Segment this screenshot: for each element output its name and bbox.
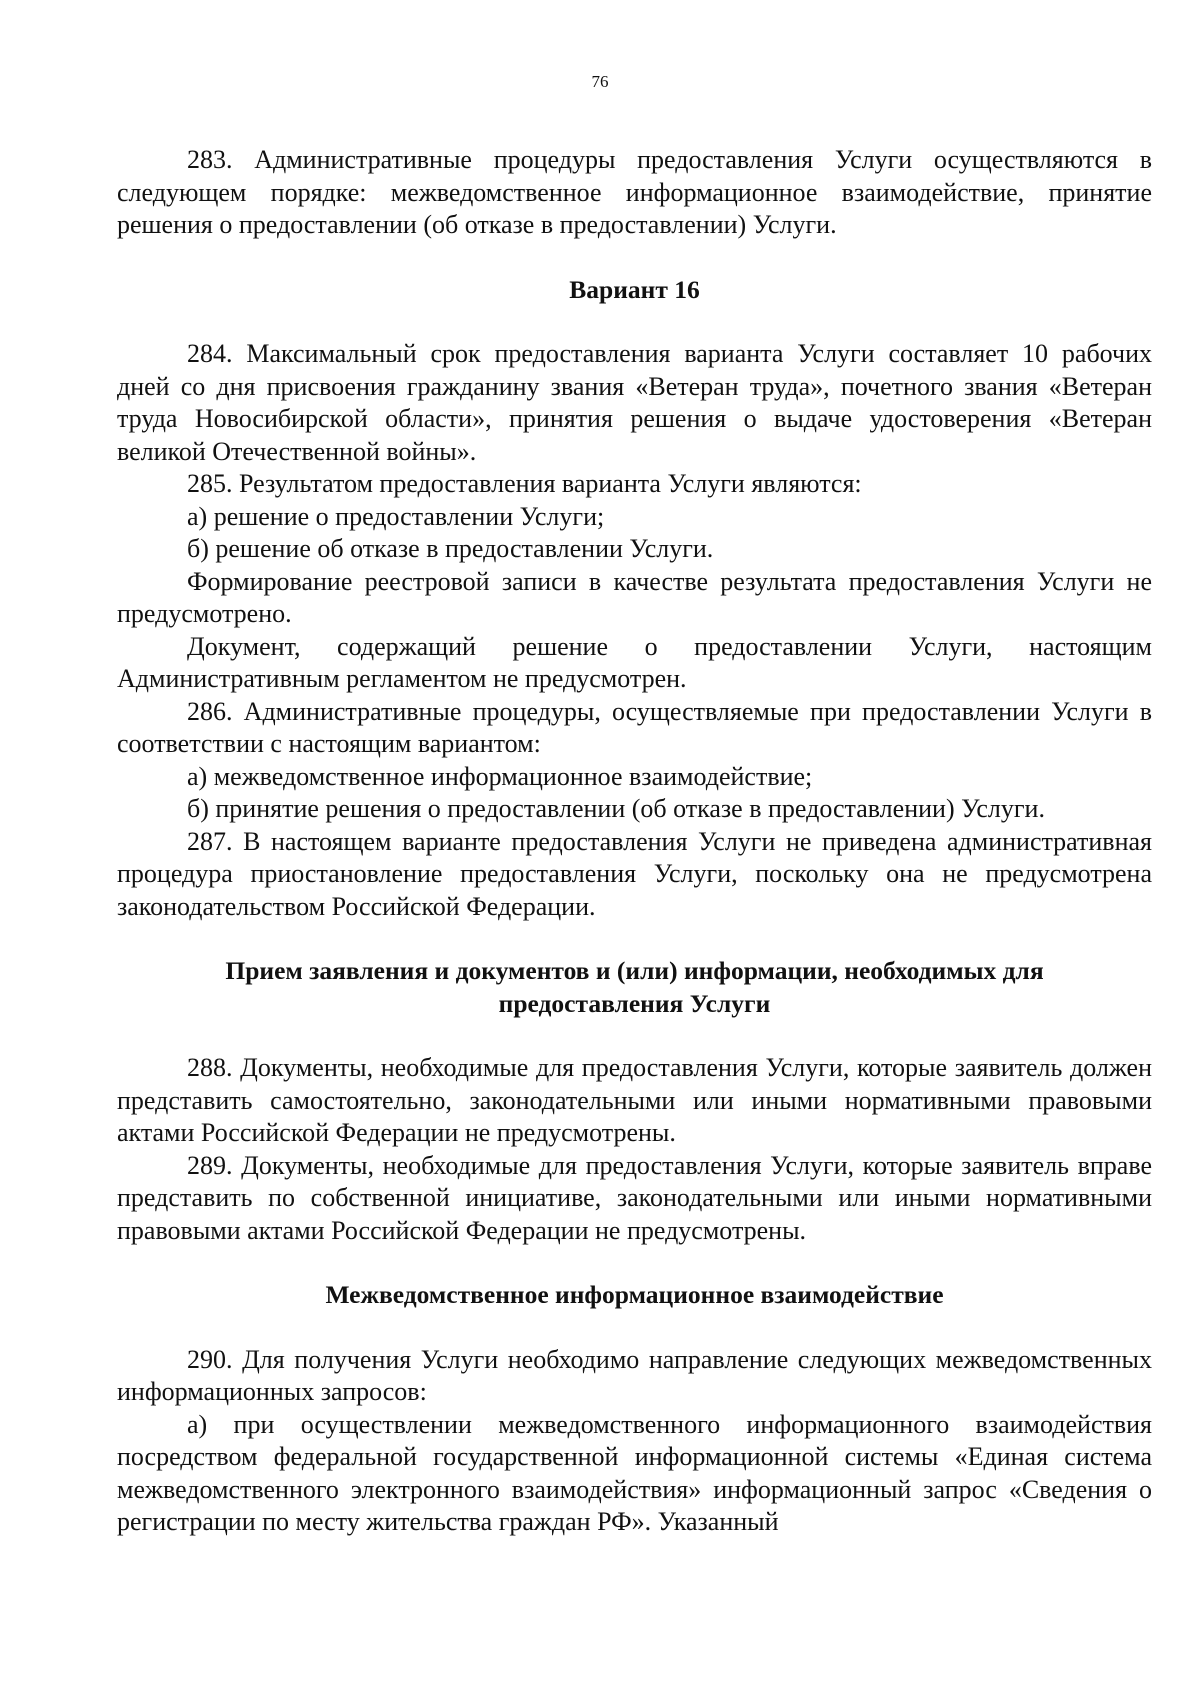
paragraph-284: 284. Максимальный срок предоставления варианта Услуги составляет 10 рабочих дней со дня присвоения гражданину звания «Ветеран труда», почетного звания «Ветеран труда Новосибирской области», принятия решения о выдаче удостоверения «Ветеран великой Отечественной войны».: [117, 339, 1152, 466]
heading-variant-16: Вариант 16: [569, 274, 700, 304]
paragraph-289: 289. Документы, необходимые для предоставления Услуги, которые заявитель вправе представить по собственной инициативе, законодательными или иными нормативными правовыми актами Российской Федерации не предусмотрены.: [117, 1150, 1152, 1245]
heading-priem-line-2: предоставления Услуги: [498, 988, 771, 1018]
paragraph-286: 286. Административные процедуры, осуществляемые при предоставлении Услуги в соответствии с настоящим вариантом:: [117, 696, 1152, 758]
paragraph-285: 285. Результатом предоставления варианта Услуги являются:: [187, 469, 862, 498]
heading-priem: [117, 955, 1152, 1020]
paragraph-290-a: а) при осуществлении межведомственного информационного взаимодействия посредством федеральной государственной информационной системы «Единая система межведомственного электронного взаимодействия» информационный запрос «Сведения о регистрации по месту жительства граждан РФ». Указанный: [117, 1409, 1152, 1536]
page-number: 76: [591, 72, 609, 91]
paragraph-288: 288. Документы, необходимые для предоставления Услуги, которые заявитель должен представить самостоятельно, законодательными или иными нормативными правовыми актами Российской Федерации не предусмотрены.: [117, 1053, 1152, 1147]
document-body: [117, 144, 1152, 1539]
heading-priem-line-1: Прием заявления и документов и (или) информации, необходимых для: [225, 956, 1044, 985]
paragraph-285-a: а) решение о предоставлении Услуги;: [187, 501, 605, 531]
paragraph-290: 290. Для получения Услуги необходимо направление следующих межведомственных информационных запросов:: [117, 1344, 1152, 1406]
paragraph-285-registry: Формирование реестровой записи в качестве результата предоставления Услуги не предусмотрено.: [117, 566, 1152, 628]
paragraph-283: 283. Административные процедуры предоставления Услуги осуществляются в следующем порядке: межведомственное информационное взаимодействие, принятие решения о предоставлении (об отказе в предоставлении) Услуги.: [117, 145, 1152, 239]
paragraph-286-b: б) принятие решения о предоставлении (об отказе в предоставлении) Услуги.: [187, 794, 1045, 823]
paragraph-285-b: б) решение об отказе в предоставлении Услуги.: [187, 534, 714, 563]
heading-mezhvedomstvennoe: Межведомственное информационное взаимодействие: [325, 1280, 944, 1309]
paragraph-285-document: Документ, содержащий решение о предоставлении Услуги, настоящим Административным регламентом не предусмотрен.: [117, 631, 1152, 693]
paragraph-287: 287. В настоящем варианте предоставления Услуги не приведена административная процедура приостановление предоставления Услуги, поскольку она не предусмотрена законодательством Российской Федерации.: [117, 826, 1152, 921]
paragraph-286-a: а) межведомственное информационное взаимодействие;: [187, 761, 813, 791]
